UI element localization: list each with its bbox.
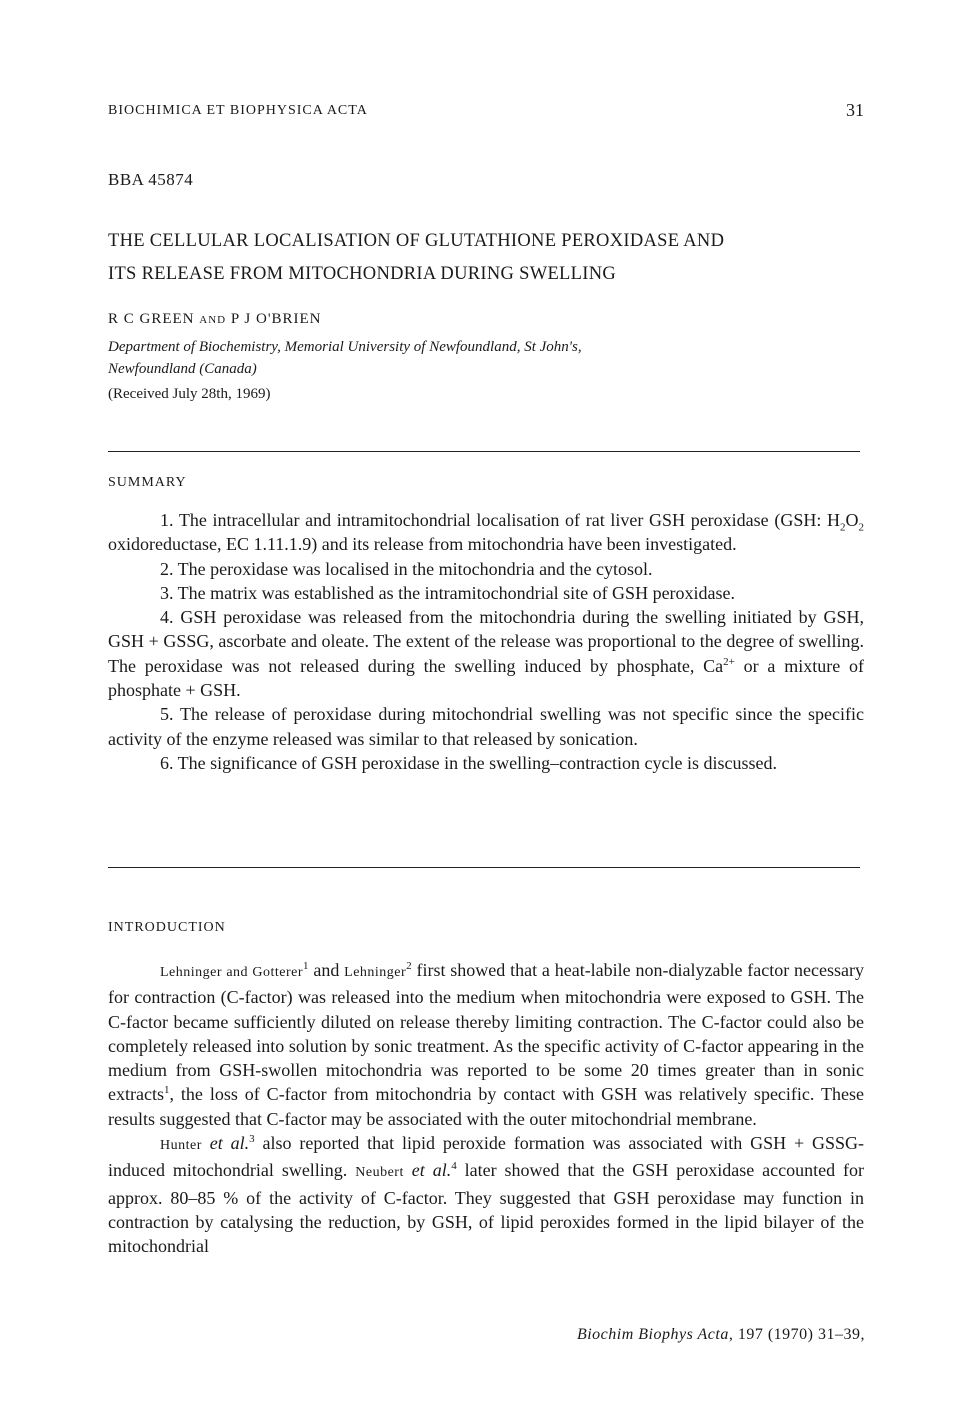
article-title [108, 225, 868, 291]
footer-citation: Biochim Biophys Acta, 197 (1970) 31–39, [576, 1326, 865, 1343]
introduction-heading: INTRODUCTION [108, 920, 226, 935]
affiliation-line-1: Department of Biochemistry, Memorial University of Newfoundland, St John's, [108, 339, 582, 355]
affiliation [108, 336, 868, 380]
intro-paragraph: Lehninger and Gotterer$^1$ and Lehninger$^2$ first showed that a heat-labile non-dialyzable factor necessary for contraction (C-factor) was released into the medium when mitochondria were exposed to GSH. The C-factor became sufficiently diluted on release thereby limiting contraction. The C-factor could also be completely released into solution by sonic treatment. As the specific activity of C-factor appearing in the medium from GSH-swollen mitochondria was reported to be some 20 times greater than in sonic extracts$^1$, the loss of C-factor from mitochondria by contact with GSH was relatively specific. These results suggested that C-factor may be associated with the outer mitochondrial membrane. [108, 960, 864, 1129]
author-conjunction: AND [199, 314, 227, 326]
running-head [108, 100, 864, 120]
summary-item: 3. The matrix was established as the intramitochondrial site of GSH peroxidase. [160, 582, 736, 603]
summary-heading: SUMMARY [108, 475, 187, 490]
journal-name: BIOCHIMICA ET BIOPHYSICA ACTA [108, 103, 368, 118]
introduction-body [108, 958, 864, 1259]
divider-top [108, 451, 860, 452]
received-date: (Received July 28th, 1969) [108, 386, 271, 402]
divider-bottom [108, 867, 860, 868]
title-line-2: ITS RELEASE FROM MITOCHONDRIA DURING SWELLING [108, 264, 617, 284]
page-number: 31 [846, 100, 864, 120]
summary-item: 5. The release of peroxidase during mitochondrial swelling was not specific since the specific activity of the enzyme released was similar to that released by sonication. [108, 704, 864, 749]
authors [108, 311, 322, 328]
summary-item: 6. The significance of GSH peroxidase in the swelling–contraction cycle is discussed. [160, 752, 778, 773]
affiliation-line-2: Newfoundland (Canada) [108, 361, 257, 377]
summary-item: 2. The peroxidase was localised in the mitochondria and the cytosol. [160, 558, 653, 579]
author-1: R C GREEN [108, 311, 195, 327]
author-2: P J O'BRIEN [230, 311, 322, 327]
summary-item: 4. GSH peroxidase was released from the mitochondria during the swelling initiated by GSH, GSH + GSSG, ascorbate and oleate. The extent of the release was proportional to the degree of swelling. The peroxidase was not released during the swelling induced by phosphate, $Ca^{2+}$ or a mixture of phosphate + GSH. [108, 607, 864, 701]
article-code: BBA 45874 [108, 170, 194, 189]
intro-paragraph: Hunter et al.$^3$ also reported that lipid peroxide formation was associated with GSH + GSSG-induced mitochondrial swelling. Neubert et al.$^4$ later showed that the GSH peroxidase accounted for approx. 80–85 % of the activity of C-factor. They suggested that GSH peroxidase may function in contraction by catalysing the reduction, by GSH, of lipid peroxides formed in the lipid bilayer of the mitochondrial [108, 1133, 865, 1257]
summary-item: 1. The intracellular and intramitochondrial localisation of rat liver GSH peroxidase (GSH: $H_2O_2$ oxidoreductase, EC 1.11.1.9) and its release from mitochondria have been investigated. [108, 510, 864, 555]
summary-body [108, 508, 864, 775]
title-line-1: THE CELLULAR LOCALISATION OF GLUTATHIONE PEROXIDASE AND [108, 231, 725, 251]
